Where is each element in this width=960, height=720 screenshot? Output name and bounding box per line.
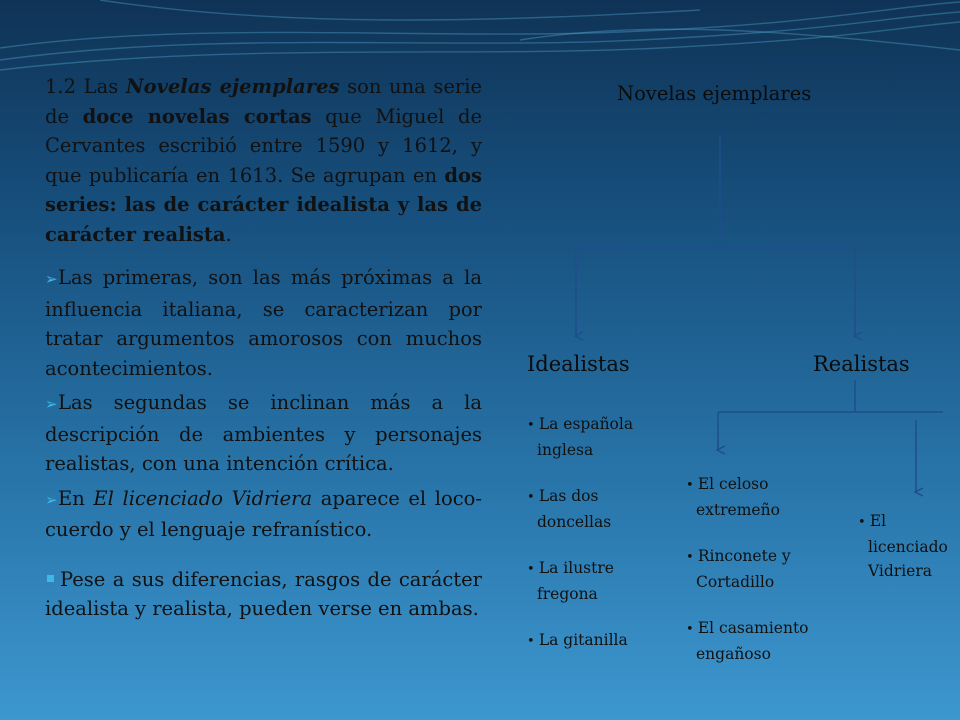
list-item: • La española inglesa [527, 412, 657, 462]
list-item: • El casamiento engañoso [686, 616, 816, 666]
bullet-idealistas: ➢Las primeras, son las más próximas a la influencia italiana, se caracterizan por tratar argumentos amorosos con muchos acontecimientos. [45, 266, 482, 380]
arrow-bullet-icon: ➢ [45, 490, 58, 509]
list-item: • El licenciado Vidriera [858, 509, 958, 583]
list-item: • La gitanilla [527, 628, 657, 654]
idealistas-list [527, 412, 657, 676]
realistas-list-b [858, 509, 958, 605]
bullet-realistas: ➢Las segundas se inclinan más a la descripción de ambientes y personajes realistas, con una intención crítica. [45, 391, 482, 475]
bullet-vidriera: ➢En El licenciado Vidriera aparece el loco-cuerdo y el lenguaje refranístico. [45, 486, 482, 541]
arrow-bullet-icon: ➢ [45, 270, 58, 288]
intro-paragraph: 1.2 Las Novelas ejemplares son una serie de doce novelas cortas que Miguel de Cervantes escribió entre 1590 y 1612, y que publicaría en 1613. Se agrupan en dos series: las de carácter idealista y las de carácter realista. [45, 75, 483, 246]
list-item: • La ilustre fregona [527, 556, 657, 606]
realistas-label: Realistas [813, 352, 910, 376]
arrow-bullet-icon: ➢ [45, 395, 58, 413]
realistas-list-a [686, 472, 816, 688]
list-item: • El celoso extremeño [686, 472, 816, 522]
body-text [45, 72, 482, 624]
list-item: • Las dos doncellas [527, 484, 657, 534]
bullet-conclusion: Pese a sus diferencias, rasgos de carácter idealista y realista, pueden verse en ambas. [45, 567, 482, 620]
square-bullet-icon [47, 575, 54, 582]
idealistas-label: Idealistas [527, 352, 630, 376]
diagram-root-label: Novelas ejemplares [617, 82, 812, 105]
list-item: • Rinconete y Cortadillo [686, 544, 816, 594]
